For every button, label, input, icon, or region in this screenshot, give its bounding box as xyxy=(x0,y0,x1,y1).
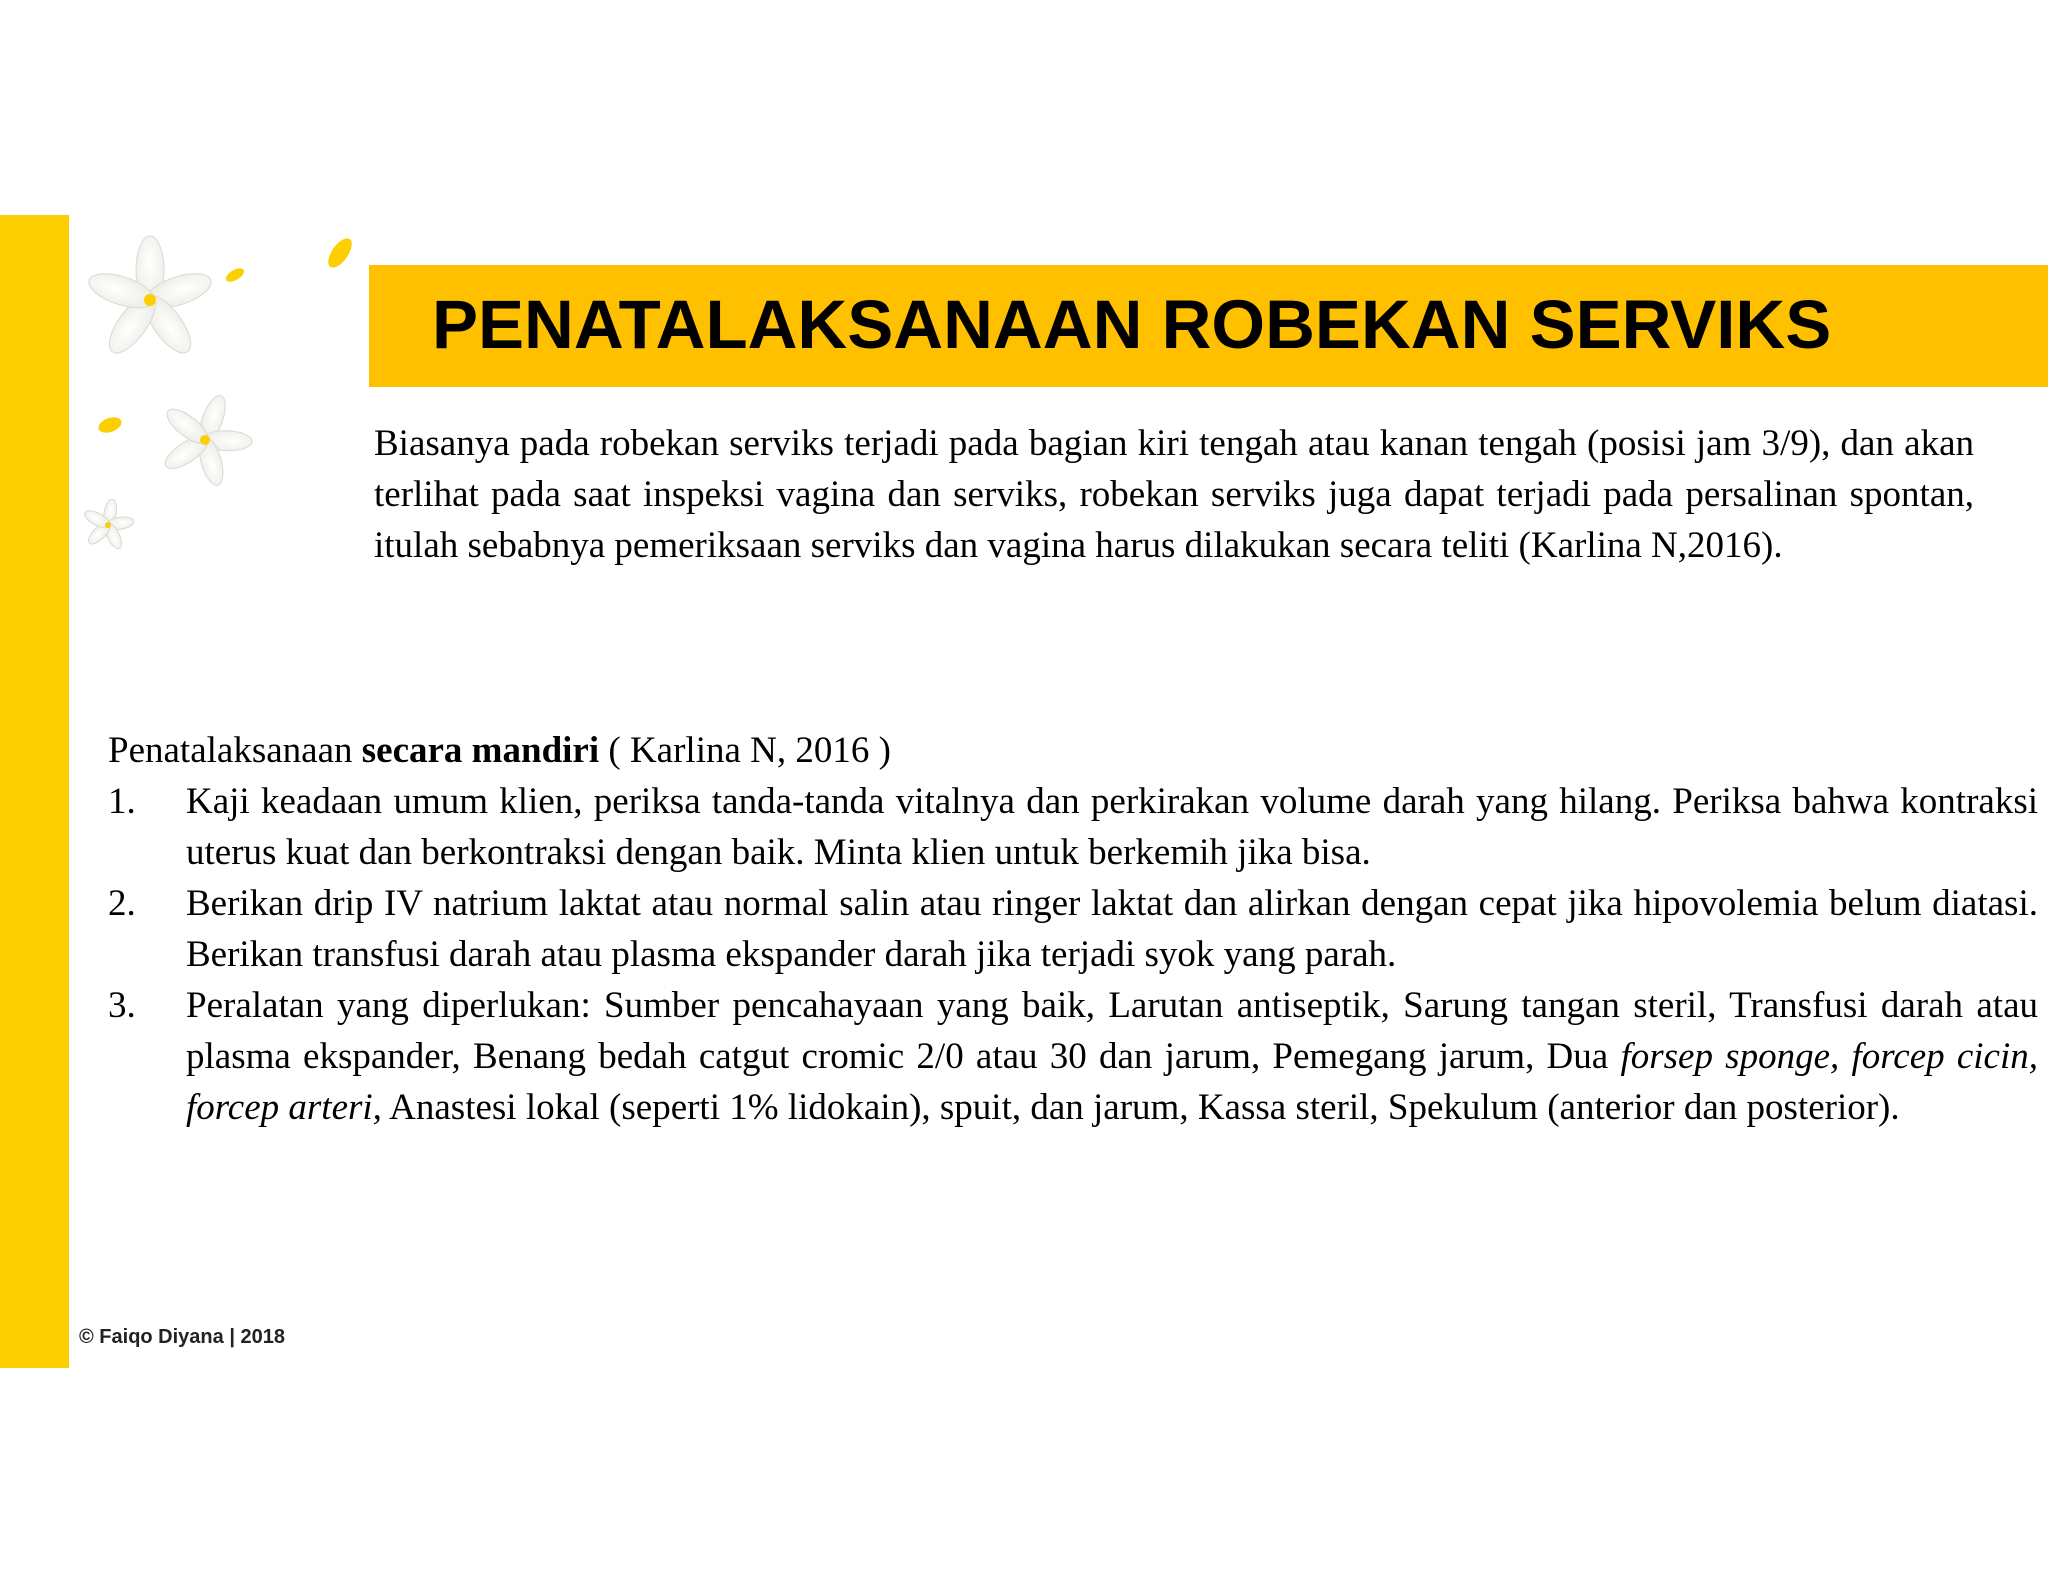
footer-copyright: © Faiqo Diyana | 2018 xyxy=(79,1326,285,1348)
list-item-number: 1. xyxy=(108,781,136,822)
list-item-number: 3. xyxy=(108,985,136,1026)
management-section xyxy=(108,725,2038,1133)
list-item-text: Peralatan yang diperlukan: Sumber pencahayaan yang baik, Larutan antiseptik, Sarung tangan steril, Transfusi darah atau plasma ekspander, Benang bedah catgut cromic 2/0 atau 30 dan jarum, Pemegang jarum, Dua xyxy=(186,985,2038,1077)
list-item xyxy=(108,878,2038,980)
left-accent-bar xyxy=(0,215,69,1368)
list-item xyxy=(108,776,2038,878)
list-item-text-after: Anastesi lokal (seperti 1% lidokain), spuit, dan jarum, Kassa steril, Spekulum (anterior dan posterior). xyxy=(381,1087,1900,1128)
steps-list xyxy=(108,776,2038,1133)
list-item-text: Berikan drip IV natrium laktat atau normal salin atau ringer laktat dan alirkan dengan cepat jika hipovolemia belum diatasi. Berikan transfusi darah atau plasma ekspander darah jika terjadi syok yang parah. xyxy=(186,883,2038,975)
intro-paragraph: Biasanya pada robekan serviks terjadi pada bagian kiri tengah atau kanan tengah (posisi jam 3/9), dan akan terlihat pada saat inspeksi vagina dan serviks, robekan serviks juga dapat terjadi pada persalinan spontan, itulah sebabnya pemeriksaan serviks dan vagina harus dilakukan secara teliti (Karlina N,2016). xyxy=(374,423,1974,566)
list-item-italic-text: forsep sponge, forcep cicin, forcep arteri, xyxy=(186,1036,2038,1128)
section-heading-suffix: ( Karlina N, 2016 ) xyxy=(599,730,891,771)
list-item xyxy=(108,980,2038,1133)
white-flower-petals-icon xyxy=(70,225,370,565)
page-title: PENATALAKSANAAN ROBEKAN SERVIKS xyxy=(432,286,1832,363)
list-item-number: 2. xyxy=(108,883,136,924)
section-heading-prefix: Penatalaksanaan xyxy=(108,730,362,771)
list-item-text: Kaji keadaan umum klien, periksa tanda-tanda vitalnya dan perkirakan volume darah yang hilang. Periksa bahwa kontraksi uterus kuat dan berkontraksi dengan baik. Minta klien untuk berkemih jika bisa. xyxy=(186,781,2038,873)
section-heading-bold: secara mandiri xyxy=(361,730,600,771)
section-heading xyxy=(108,725,2038,776)
